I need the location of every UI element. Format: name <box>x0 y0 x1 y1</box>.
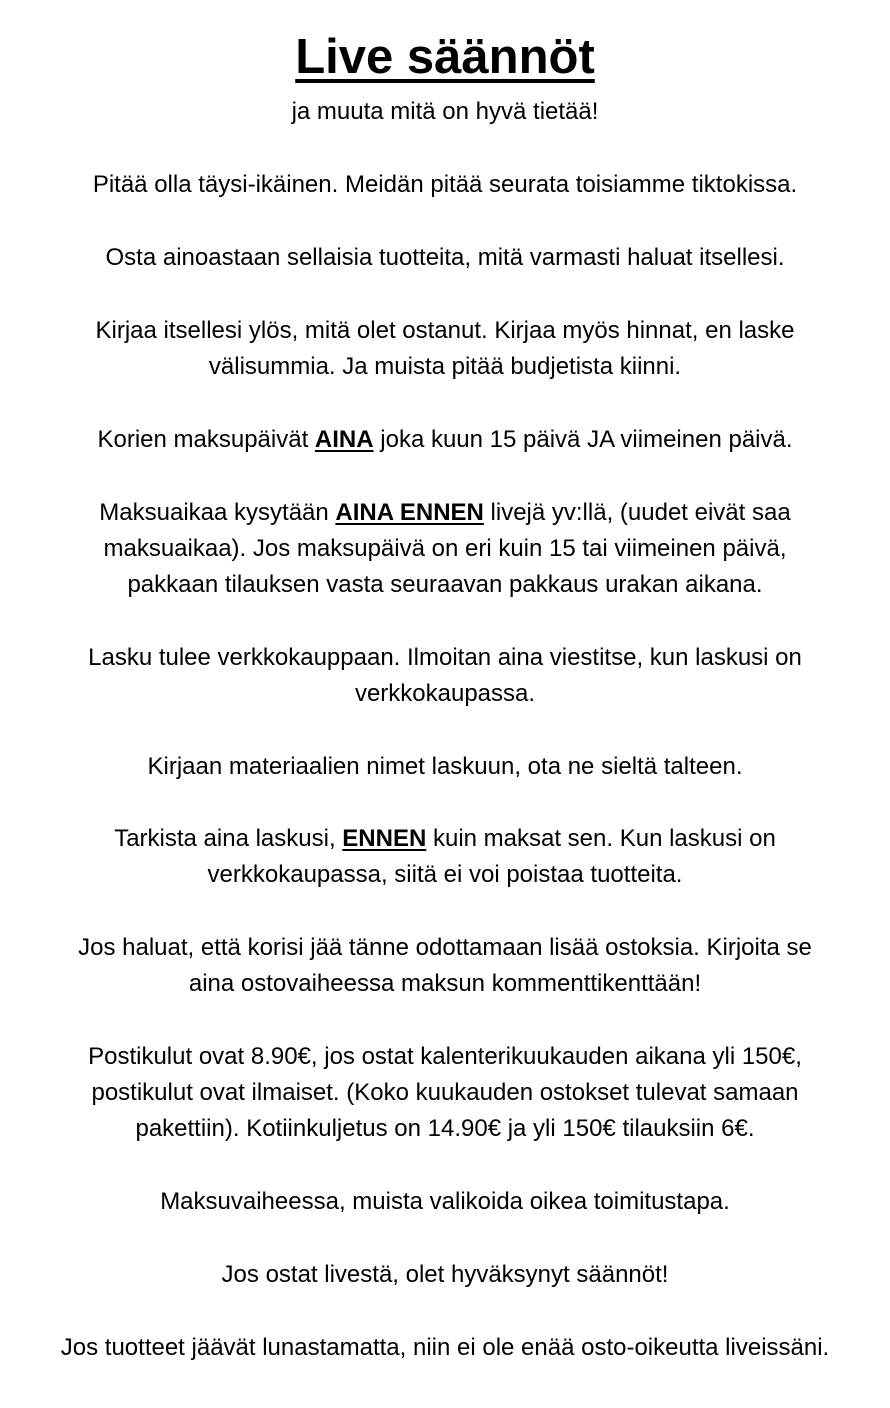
rule-paragraph <box>0 930 890 1002</box>
rule-text: Osta ainoastaan sellaisia tuotteita, mitä varmasti haluat itsellesi. <box>105 244 785 271</box>
rule-paragraph <box>0 821 890 893</box>
rule-line <box>0 349 890 385</box>
rule-text: aina ostovaiheessa maksun kommenttikenttään! <box>188 970 702 997</box>
rule-paragraph <box>0 422 890 458</box>
rule-line <box>0 640 890 676</box>
document-subtitle: ja muuta mitä on hyvä tietää! <box>291 98 599 125</box>
rule-text: Pitää olla täysi-ikäinen. Meidän pitää seurata toisiamme tiktokissa. <box>92 171 798 198</box>
rule-line <box>0 1111 890 1147</box>
rule-paragraph <box>0 1257 890 1293</box>
rule-text: Jos tuotteet jäävät lunastamatta, niin ei ole enää osto-oikeutta liveissäni. <box>60 1334 830 1361</box>
rule-line <box>0 1184 890 1220</box>
rule-line <box>0 1039 890 1075</box>
rule-paragraph <box>0 1184 890 1220</box>
rule-paragraph <box>0 640 890 712</box>
rule-text: maksuaikaa). Jos maksupäivä on eri kuin 15 tai viimeinen päivä, <box>103 535 787 562</box>
rule-text: välisummia. Ja muista pitää budjetista kiinni. <box>208 353 682 380</box>
rule-paragraph <box>0 749 890 785</box>
emphasis-text: AINA ENNEN <box>335 499 484 526</box>
rule-paragraph <box>0 1039 890 1147</box>
rule-paragraph <box>0 1330 890 1366</box>
rule-text: Maksuvaiheessa, muista valikoida oikea toimitustapa. <box>160 1188 730 1215</box>
rule-text: Kirjaa itsellesi ylös, mitä olet ostanut. Kirjaa myös hinnat, en laske <box>95 317 795 344</box>
rule-line <box>0 495 890 531</box>
rule-line <box>0 1075 890 1111</box>
document-title: Live säännöt <box>295 30 595 84</box>
rule-text: postikulut ovat ilmaiset. (Koko kuukauden ostokset tulevat samaan <box>91 1079 799 1106</box>
rule-paragraph <box>0 495 890 603</box>
rule-line <box>0 1330 890 1366</box>
rule-text: Maksuaikaa kysytään <box>99 499 336 526</box>
rule-text: verkkokaupassa. <box>354 680 536 707</box>
rule-text: Lasku tulee verkkokauppaan. Ilmoitan aina viestitse, kun laskusi on <box>88 644 802 671</box>
rule-text: Jos ostat livestä, olet hyväksynyt säännöt! <box>221 1261 669 1288</box>
rule-line <box>0 240 890 276</box>
rule-text: pakettiin). Kotiinkuljetus on 14.90€ ja yli 150€ tilauksiin 6€. <box>135 1115 755 1142</box>
rule-line <box>0 1257 890 1293</box>
rule-text: Postikulut ovat 8.90€, jos ostat kalenterikuukauden aikana yli 150€, <box>88 1043 802 1070</box>
rule-text: Tarkista aina laskusi, <box>114 825 343 852</box>
rule-line <box>0 966 890 1002</box>
rule-line <box>0 676 890 712</box>
rule-text: Kirjaan materiaalien nimet laskuun, ota ne sieltä talteen. <box>147 753 743 780</box>
rule-line <box>0 422 890 458</box>
rule-line <box>0 857 890 893</box>
rule-paragraph <box>0 240 890 276</box>
rule-text: verkkokaupassa, siitä ei voi poistaa tuotteita. <box>207 861 683 888</box>
rule-line <box>0 930 890 966</box>
rule-line <box>0 749 890 785</box>
rule-line <box>0 567 890 603</box>
emphasis-text: AINA <box>314 426 374 453</box>
rule-text: livejä yv:llä, (uudet eivät saa <box>483 499 791 526</box>
rule-line <box>0 313 890 349</box>
rule-paragraph <box>0 313 890 385</box>
rule-line <box>0 167 890 203</box>
rule-paragraph <box>0 167 890 203</box>
rule-line <box>0 821 890 857</box>
rule-text: pakkaan tilauksen vasta seuraavan pakkaus urakan aikana. <box>127 571 763 598</box>
rule-text: Korien maksupäivät <box>97 426 315 453</box>
rule-text: kuin maksat sen. Kun laskusi on <box>426 825 776 852</box>
rule-text: Jos haluat, että korisi jää tänne odottamaan lisää ostoksia. Kirjoita se <box>78 934 812 961</box>
emphasis-text: ENNEN <box>342 825 427 852</box>
rule-text: joka kuun 15 päivä JA viimeinen päivä. <box>373 426 793 453</box>
rule-line <box>0 531 890 567</box>
